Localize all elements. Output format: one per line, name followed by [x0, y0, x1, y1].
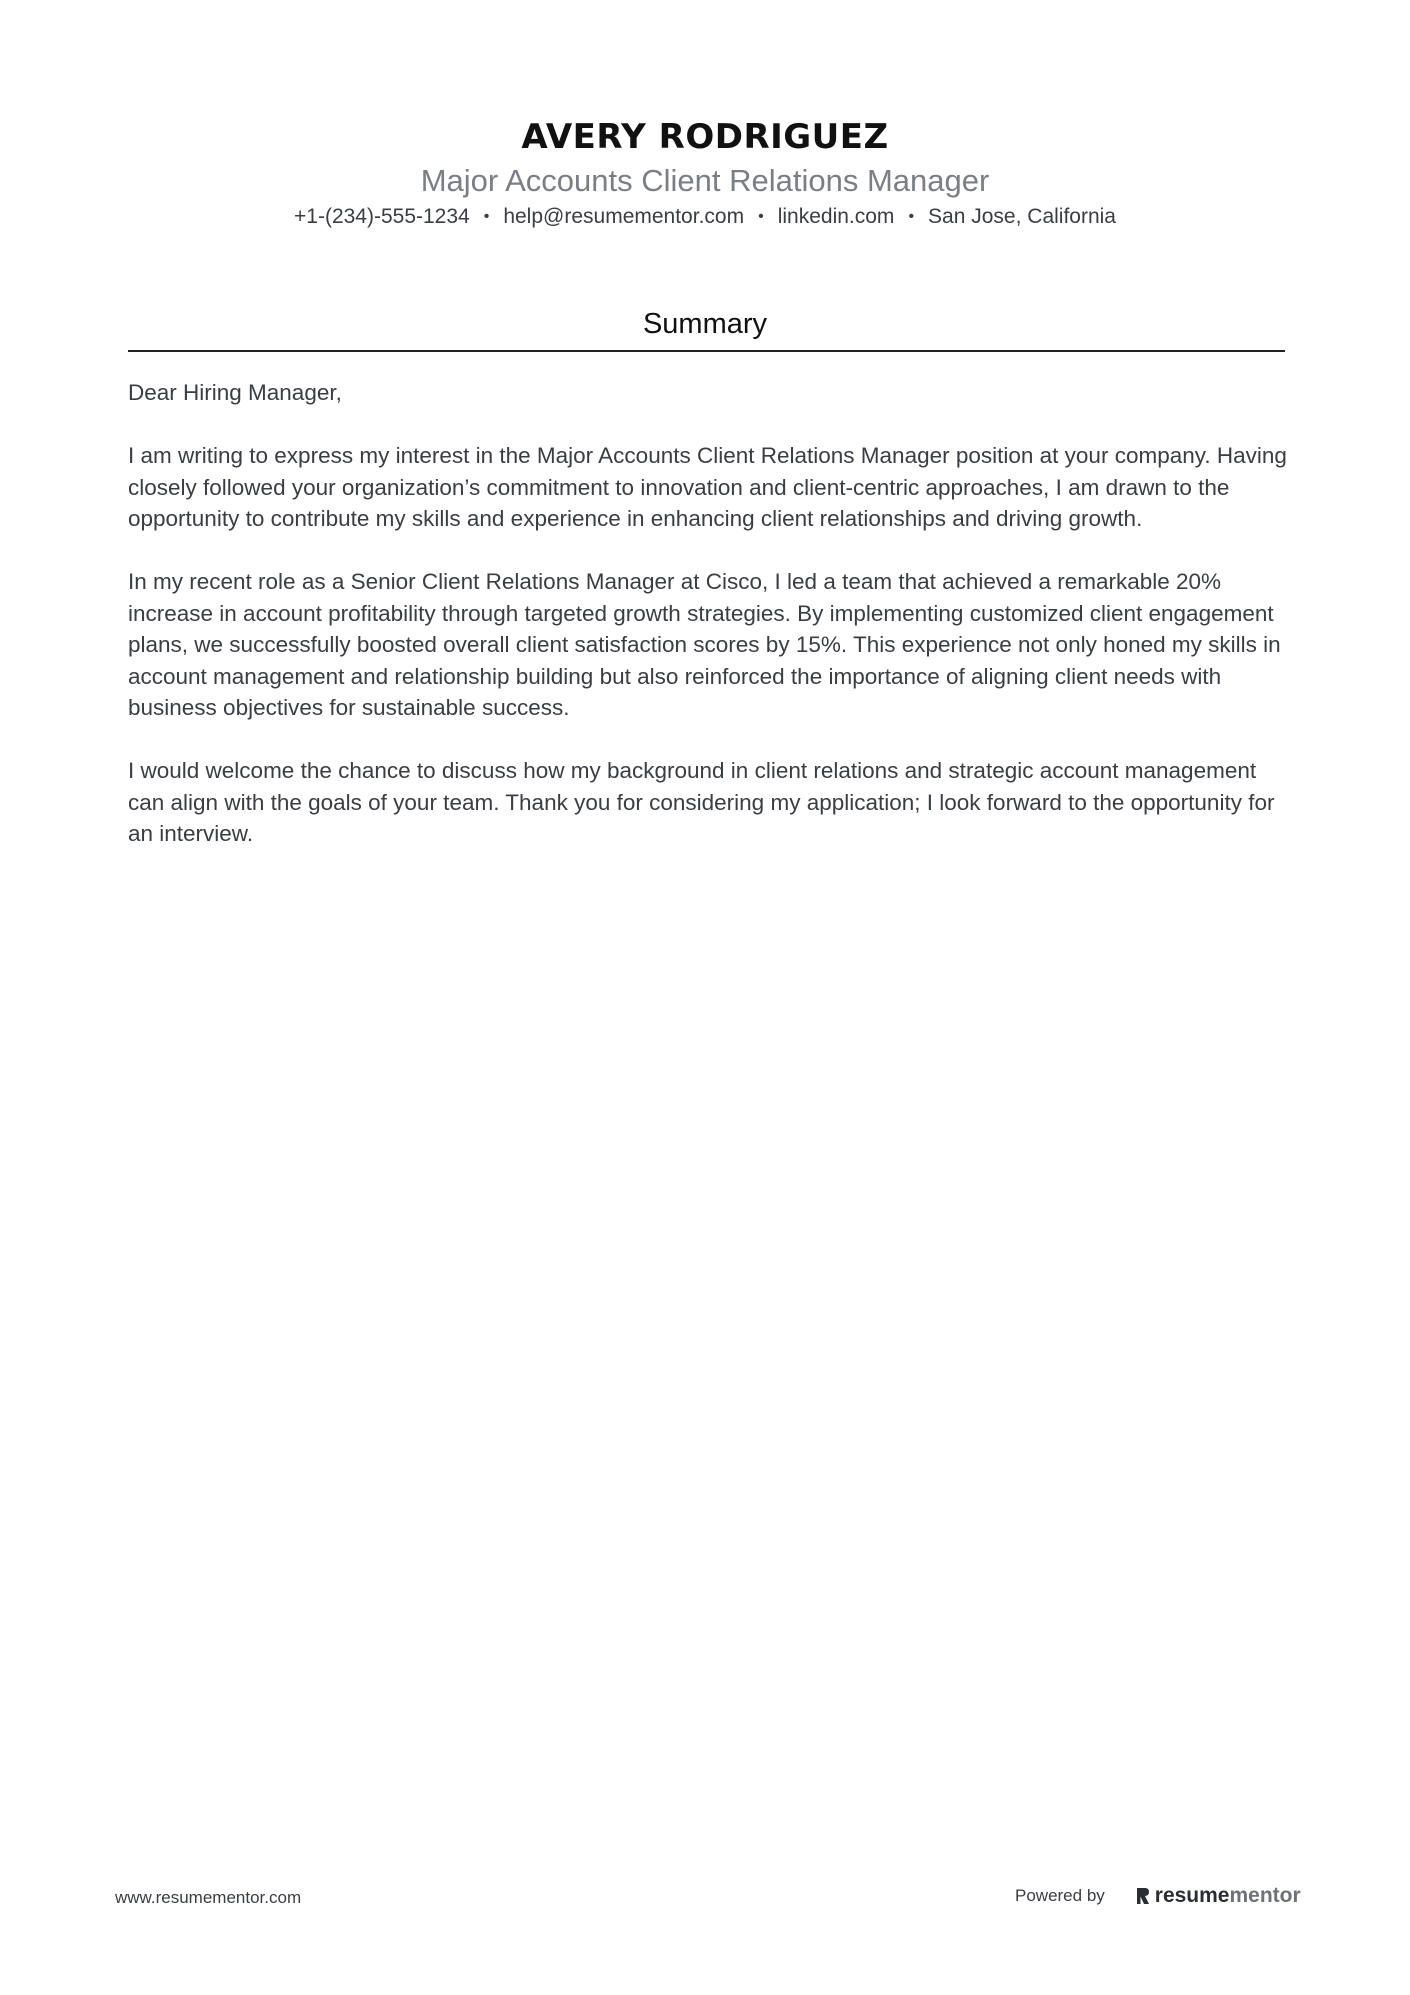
letter-header: [0, 112, 1410, 232]
brand-logo[interactable]: [1135, 1884, 1301, 1908]
contact-phone: +1-(234)-555-1234: [294, 205, 470, 228]
applicant-name: AVERY RODRIGUEZ: [521, 117, 889, 157]
applicant-job-title: Major Accounts Client Relations Manager: [420, 163, 990, 198]
letter-body: [128, 377, 1288, 881]
letter-salutation: Dear Hiring Manager,: [128, 380, 342, 405]
brand-name-part2: mentor: [1229, 1884, 1301, 1907]
resumementor-logo-icon: [1135, 1886, 1151, 1906]
contact-separator: •: [908, 208, 915, 225]
footer-website[interactable]: www.resumementor.com: [115, 1888, 302, 1907]
brand-name-part1: resume: [1154, 1884, 1230, 1907]
powered-by-label: Powered by: [1015, 1886, 1105, 1905]
contact-linkedin[interactable]: linkedin.com: [777, 205, 895, 228]
contact-email[interactable]: help@resumementor.com: [503, 205, 745, 228]
contact-separator: •: [483, 208, 490, 225]
contact-line: [0, 202, 1410, 232]
footer-branding: [1015, 1884, 1301, 1908]
contact-separator: •: [758, 208, 764, 225]
letter-paragraph: I would welcome the chance to discuss how my background in client relations and strategic account management can align with the goals of your team. Thank you for considering my application; I look forward to the opportunity for an interview.: [128, 758, 1275, 846]
letter-paragraph: In my recent role as a Senior Client Relations Manager at Cisco, I led a team that achieved a remarkable 20% increase in account profitability through targeted growth strategies. By implementing customized client engagement plans, we successfully boosted overall client satisfaction scores by 15%. This experience not only honed my skills in account management and relationship building but also reinforced the importance of aligning client needs with business objectives for sustainable success.: [128, 569, 1281, 720]
section-title-summary: Summary: [642, 308, 768, 340]
contact-location: San Jose, California: [928, 205, 1116, 228]
section-divider: [128, 350, 1285, 352]
letter-paragraph: I am writing to express my interest in the Major Accounts Client Relations Manager position at your company. Having closely followed your organization’s commitment to innovation and client-centric approaches, I am drawn to the opportunity to contribute my skills and experience in enhancing client relationships and driving growth.: [128, 443, 1287, 531]
